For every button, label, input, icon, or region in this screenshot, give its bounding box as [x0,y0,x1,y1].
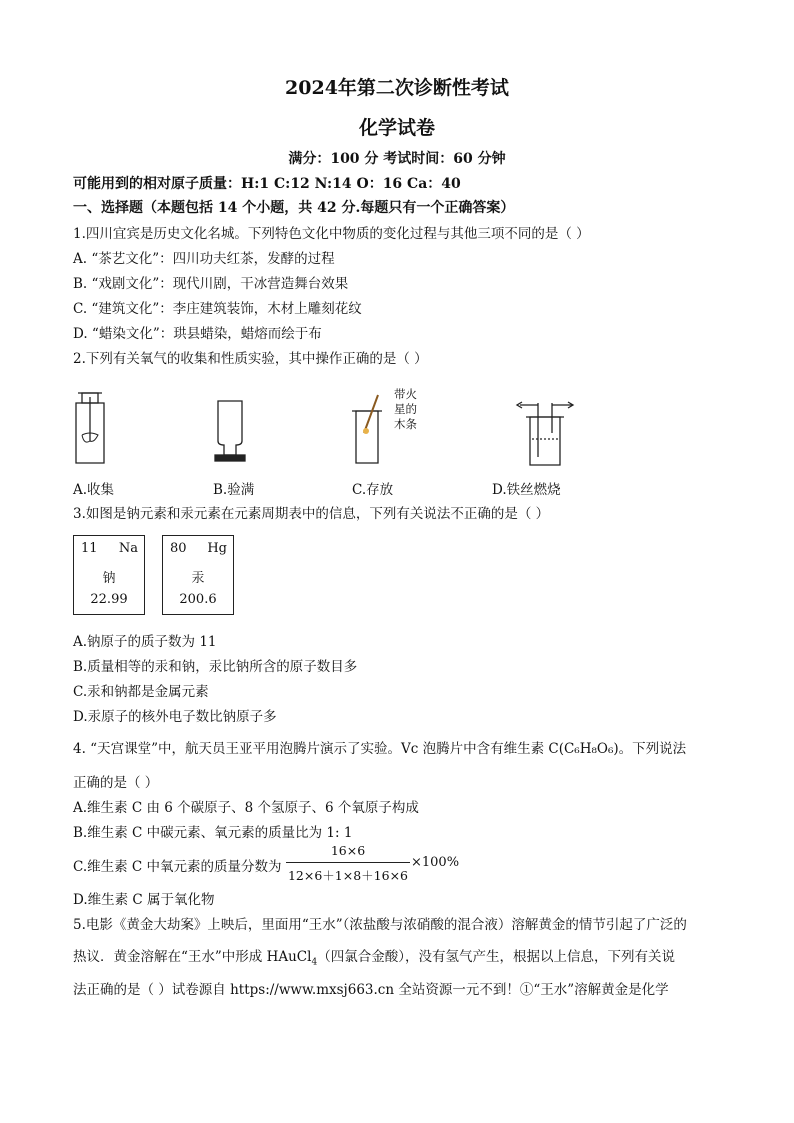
atomic-mass: 200.6 [179,592,217,607]
gas-washing-bottle-icon [517,402,573,465]
splint-label-3: 木条 [394,417,417,431]
q4-option-c-suffix: ×100% [411,855,460,870]
q4-fraction-bar [286,862,410,863]
q1-stem: 1.四川宜宾是历史文化名城。下列特色文化中物质的变化过程与其他三项不同的是（ ） [73,226,590,242]
element-symbol: Hg [207,541,227,556]
collection-bottle-icon [76,393,104,463]
q4-stem-line1 [73,737,686,757]
splint-label-1: 带火 [394,387,417,401]
q4-stem-line2: 正确的是（ ） [73,775,159,791]
sodium-element-card [73,535,145,615]
q5-line2-a: 热议．黄金溶解在“王水”中形成 HAuCl [73,949,312,965]
q1-option-b: B. “戏剧文化”：现代川剧，干冰营造舞台效果 [73,276,349,292]
page-title: 2024年第二次诊断性考试 [285,77,509,99]
element-symbol: Na [118,541,138,556]
q4-stem-text: 4. “天宫课堂”中，航天员王亚平用泡腾片演示了实验。Vc 泡腾片中含有维生素 [73,741,549,757]
q5-subscript: 4 [311,957,318,968]
q3-option-d: D.汞原子的核外电子数比钠原子多 [73,709,277,725]
q2-label-c: C.存放 [352,482,394,498]
q3-option-a: A.钠原子的质子数为 11 [73,634,217,650]
q3-option-b: B.质量相等的汞和钠，汞比钠所含的原子数目多 [73,659,358,675]
splint-label-2: 星的 [394,402,417,416]
q4-fraction-numerator: 16×6 [330,843,366,858]
element-name: 钠 [102,571,116,586]
atomic-mass: 22.99 [90,592,128,607]
q4-stem-tail: 。下列说法 [618,741,687,757]
q4-fraction-denominator: 12×6＋1×8＋16×6 [287,868,409,883]
q3-stem: 3.如图是钠元素和汞元素在元素周期表中的信息，下列有关说法不正确的是（ ） [73,506,550,522]
q2-label-b: B.验满 [213,482,255,498]
q2-label-a: A.收集 [73,482,115,498]
q5-line1: 5.电影《黄金大劫案》上映后，里面用“王水”（浓盐酸与浓硝酸的混合液）溶解黄金的情节引起了广泛的 [73,917,687,933]
q5-line3: 法正确的是（ ）试卷源自 https://www.mxsj663.cn 全站资源一元不到！①“王水”溶解黄金是化学 [73,982,669,998]
q1-option-a: A. “茶艺文化”：四川功夫红茶，发酵的过程 [73,251,335,267]
q4-option-b: B.维生素 C 中碳元素、氧元素的质量比为 1: 1 [73,825,353,841]
q5-line2 [73,945,675,968]
atomic-number: 80 [170,541,187,556]
q2-label-d: D.铁丝燃烧 [492,482,561,498]
q1-option-d: D. “蜡染文化”：珙县蜡染，蜡熔而绘于布 [73,326,322,342]
q2-apparatus-figure [60,383,620,475]
storage-bottle-icon [352,395,382,463]
q4-option-d: D.维生素 C 属于氧化物 [73,892,215,908]
atomic-mass-line: 可能用到的相对原子质量：H:1 C:12 N:14 O：16 Ca：40 [73,176,461,192]
check-full-bottle-icon [215,401,245,461]
section-heading: 一、选择题（本题包括 14 个小题，共 42 分.每题只有一个正确答案） [73,200,515,216]
atomic-number: 11 [81,541,98,556]
mercury-element-card [162,535,234,615]
exam-meta: 满分：100 分 考试时间：60 分钟 [288,151,506,167]
q1-option-c: C. “建筑文化”：李庄建筑装饰，木材上雕刻花纹 [73,301,362,317]
q2-stem: 2.下列有关氧气的收集和性质实验，其中操作正确的是（ ） [73,351,428,367]
q3-option-c: C.汞和钠都是金属元素 [73,684,209,700]
q5-line2-b: （四氯合金酸），没有氢气产生，根据以上信息，下列有关说 [317,949,675,965]
q4-option-c-prefix: C.维生素 C 中氧元素的质量分数为 [73,859,282,875]
element-name: 汞 [191,571,205,586]
q4-option-a: A.维生素 C 由 6 个碳原子、8 个氢原子、6 个氧原子构成 [73,800,419,816]
subject-title: 化学试卷 [358,117,435,139]
vitamin-c-formula: C(C₆H₈O₆) [548,741,619,757]
